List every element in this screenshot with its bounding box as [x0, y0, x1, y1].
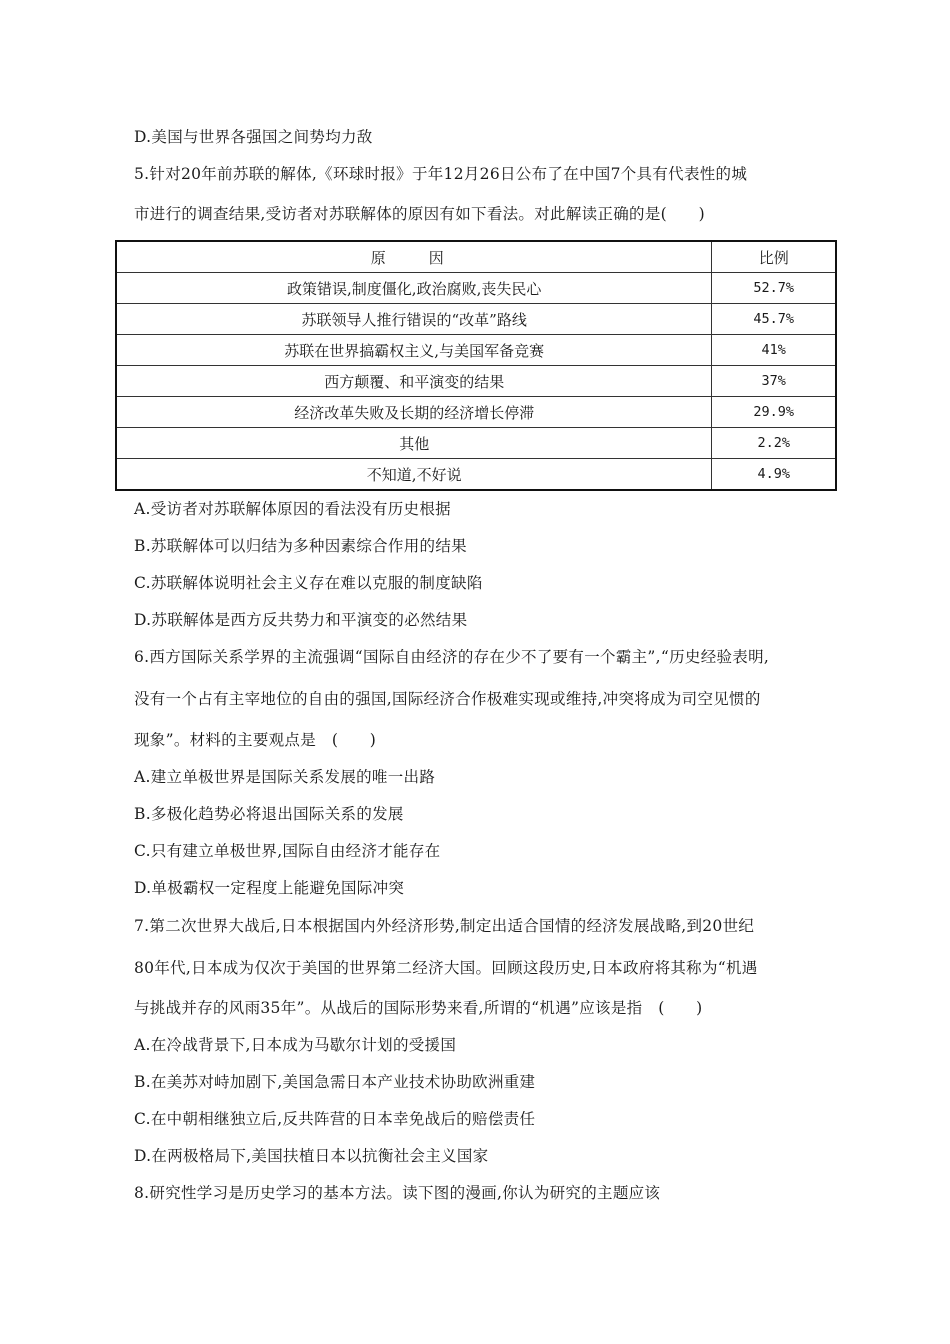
option-6c: C.只有建立单极世界,国际自由经济才能存在 [134, 842, 441, 860]
option-4d: D.美国与世界各强国之间势均力敌 [134, 128, 373, 146]
ratio-cell: 29.9% [712, 397, 836, 428]
question-5-stem-line-2: 市进行的调查结果,受访者对苏联解体的原因有如下看法。对此解读正确的是( ) [134, 205, 705, 223]
option-7b: B.在美苏对峙加剧下,美国急需日本产业技术协助欧洲重建 [134, 1073, 536, 1091]
table-row [116, 366, 836, 397]
question-7-stem-line-3: 与挑战并存的风雨35年”。从战后的国际形势来看,所谓的“机遇”应该是指 ( ) [134, 999, 703, 1017]
option-5c: C.苏联解体说明社会主义存在难以克服的制度缺陷 [134, 574, 483, 592]
table-row [116, 459, 836, 491]
table-row [116, 335, 836, 366]
ratio-cell: 2.2% [712, 428, 836, 459]
question-6-stem-line-3: 现象”。材料的主要观点是 ( ) [134, 731, 377, 749]
option-5b: B.苏联解体可以归结为多种因素综合作用的结果 [134, 537, 467, 555]
option-5d: D.苏联解体是西方反共势力和平演变的必然结果 [134, 611, 468, 629]
header-reason: 原 因 [116, 241, 712, 273]
option-7c: C.在中朝相继独立后,反共阵营的日本幸免战后的赔偿责任 [134, 1110, 536, 1128]
ratio-cell: 41% [712, 335, 836, 366]
reason-cell: 经济改革失败及长期的经济增长停滞 [116, 397, 712, 428]
option-6a: A.建立单极世界是国际关系发展的唯一出路 [134, 768, 436, 786]
reason-cell: 苏联领导人推行错误的“改革”路线 [116, 304, 712, 335]
option-7a: A.在冷战背景下,日本成为马歇尔计划的受援国 [134, 1036, 457, 1054]
ratio-cell: 52.7% [712, 273, 836, 304]
table-row [116, 397, 836, 428]
reason-cell: 苏联在世界搞霸权主义,与美国军备竞赛 [116, 335, 712, 366]
option-6d: D.单极霸权一定程度上能避免国际冲突 [134, 879, 405, 897]
option-6b: B.多极化趋势必将退出国际关系的发展 [134, 805, 404, 823]
question-7-stem-line-2: 80年代,日本成为仅次于美国的世界第二经济大国。回顾这段历史,日本政府将其称为“机遇 [134, 959, 758, 977]
reason-cell: 不知道,不好说 [116, 459, 712, 491]
option-5a: A.受访者对苏联解体原因的看法没有历史根据 [134, 500, 451, 518]
ratio-cell: 37% [712, 366, 836, 397]
question-6-stem-line-2: 没有一个占有主宰地位的自由的强国,国际经济合作极难实现或维持,冲突将成为司空见惯的 [134, 690, 761, 708]
question-6-stem-line-1: 6.西方国际关系学界的主流强调“国际自由经济的存在少不了要有一个霸主”,“历史经验表明, [134, 648, 770, 666]
header-ratio: 比例 [712, 241, 836, 273]
table-row [116, 428, 836, 459]
question-8-stem-line-1: 8.研究性学习是历史学习的基本方法。读下图的漫画,你认为研究的主题应该 [134, 1184, 661, 1202]
reason-cell: 其他 [116, 428, 712, 459]
reason-cell: 政策错误,制度僵化,政治腐败,丧失民心 [116, 273, 712, 304]
table-row [116, 273, 836, 304]
question-7-stem-line-1: 7.第二次世界大战后,日本根据国内外经济形势,制定出适合国情的经济发展战略,到20世纪 [134, 917, 755, 935]
option-7d: D.在两极格局下,美国扶植日本以抗衡社会主义国家 [134, 1147, 489, 1165]
survey-table [115, 240, 837, 491]
ratio-cell: 45.7% [712, 304, 836, 335]
question-5-stem-line-1: 5.针对20年前苏联的解体,《环球时报》于年12月26日公布了在中国7个具有代表性的城 [134, 165, 748, 183]
table-header-row [116, 241, 836, 273]
ratio-cell: 4.9% [712, 459, 836, 491]
table-row [116, 304, 836, 335]
reason-cell: 西方颠覆、和平演变的结果 [116, 366, 712, 397]
